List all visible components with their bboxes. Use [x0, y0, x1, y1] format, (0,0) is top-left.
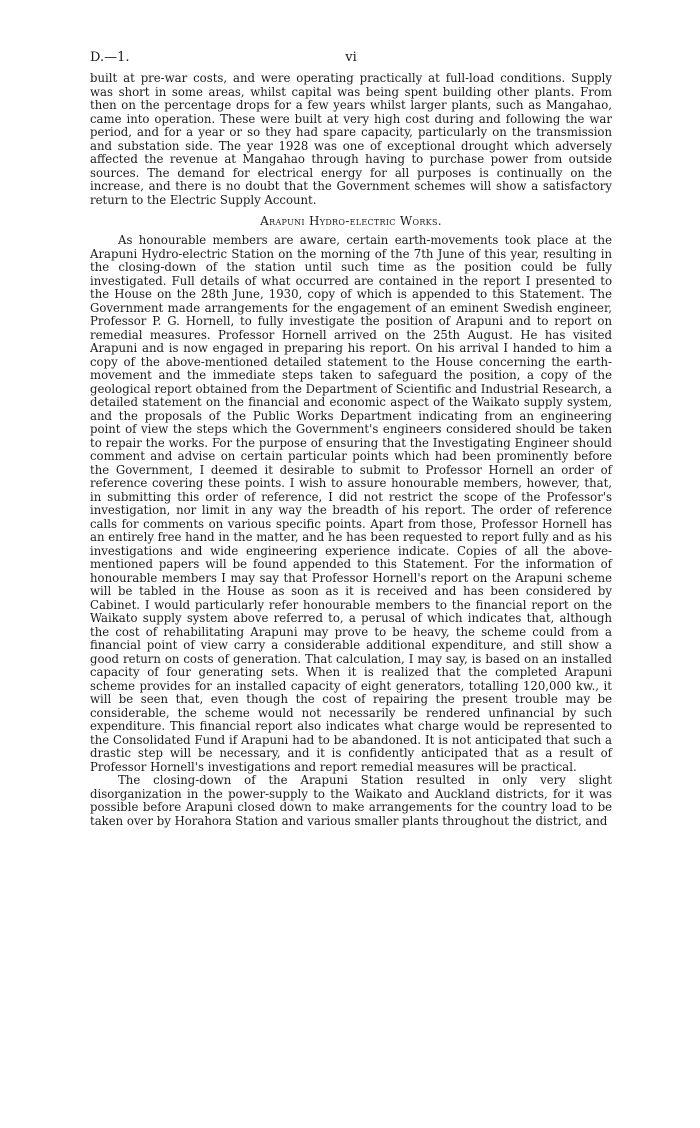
page-number: vi	[345, 50, 357, 65]
paragraph-arapuni: As honourable members are aware, certain earth-movements took place at the Arapuni Hydro-electric Station on the morning of the 7th June of this year, resulting in the closing-down of the station until such time as the position could be fully investigated. Full details of what occurred are contained in the report I presented to the House on the 28th June, 1930, copy of which is appended to this Statement. The Government made arrangements for the engagement of an eminent Swedish engineer, Professor P. G. Hornell, to fully investigate the position of Arapuni and to report on remedial measures. Professor Hornell arrived on the 25th August. He has visited Arapuni and is now engaged in preparing his report. On his arrival I handed to him a copy of the above-mentioned detailed statement to the House concerning the earth-movement and the immediate steps taken to safeguard the position, a copy of the geological report obtained from the Department of Scientific and Industrial Research, a detailed statement on the financial and economic aspect of the Waikato supply system, and the proposals of the Public Works Department indicating from an engineering point of view the steps which the Government's engineers considered should be taken to repair the works. For the purpose of ensuring that the Investigating Engineer should comment and advise on certain particular points which had been prominently before the Government, I deemed it desirable to submit to Professor Hornell an order of reference covering these points. I wish to assure honourable members, however, that, in submitting this order of reference, I did not restrict the scope of the Professor's investigation, nor limit in any way the breadth of his report. The order of reference calls for comments on various specific points. Apart from those, Professor Hornell has an entirely free hand in the matter, and he has been requested to report fully and as his investigations and wide engineering experience indicate. Copies of all the above-mentioned papers will be found appended to this Statement. For the information of honourable members I may say that Professor Hornell's report on the Arapuni scheme will be tabled in the House as soon as it is received and has been considered by Cabinet. I would particularly refer honourable members to the financial report on the Waikato supply system above referred to, a perusal of which indicates that, although the cost of rehabilitating Arapuni may prove to be heavy, the scheme could from a financial point of view carry a considerable additional expenditure, and still show a good return on costs of generation. That calculation, I may say, is based on an installed capacity of four generating sets. When it is realized that the completed Arapuni scheme provides for an installed capacity of eight generators, totalling 120,000 kw., it will be seen that, even though the cost of repairing the present trouble may be considerable, the scheme would not necessarily be rendered unfinancial by such expenditure. This financial report also indicates what charge would be represented to the Consolidated Fund if Arapuni had to be abandoned. It is not anticipated that such a drastic step will be necessary, and it is confidently anticipated that as a result of Professor Hornell's investigations and report remedial measures will be practical.	[90, 233, 612, 774]
paragraph-continuation: built at pre-war costs, and were operating practically at full-load conditions. Supply was short in some areas, whilst capital was being spent building other plants. From then on the percentage drops for a few years whilst larger plants, such as Mangahao, came into operation. These were built at very high cost during and following the war period, and for a year or so they had spare capacity, particularly on the transmission and substation side. The year 1928 was one of exceptional drought which adversely affected the revenue at Mangahao through having to purchase power from outside sources. The demand for electrical energy for all purposes is continually on the increase, and there is no doubt that the Government schemes will show a satisfactory return to the Electric Supply Account.	[90, 71, 612, 207]
page-header	[90, 50, 612, 72]
paragraph-closing-down: The closing-down of the Arapuni Station resulted in only very slight disorganization in the power-supply to the Waikato and Auckland districts, for it was possible before Arapuni closed down to make arrangements for the country load to be taken over by Horahora Station and various smaller plants throughout the district, and	[90, 773, 612, 828]
document-page	[90, 50, 612, 828]
section-heading: Arapuni Hydro-electric Works.	[260, 214, 442, 228]
document-reference: D.—1.	[90, 50, 130, 65]
